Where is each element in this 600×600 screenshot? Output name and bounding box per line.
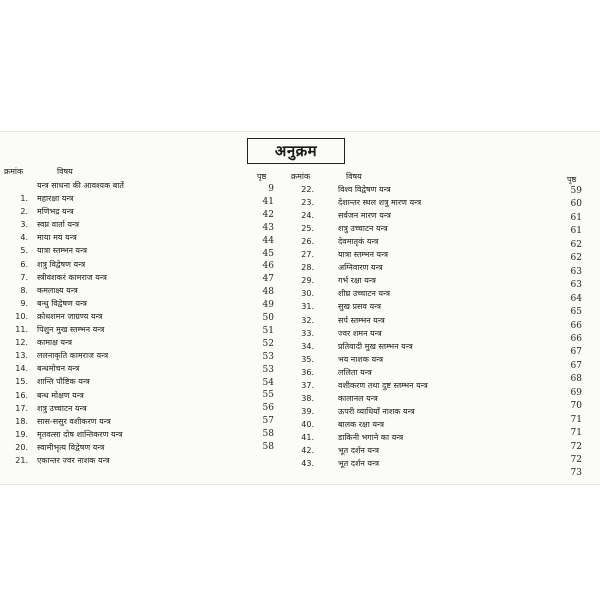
entry-number: 16. xyxy=(15,390,28,400)
page-number: 65 xyxy=(570,307,582,318)
entry-subject: शत्रु उच्चाटन यन्त्र xyxy=(37,403,87,413)
entry-subject: प्रतिवादी मुख स्तम्भन यन्त्र xyxy=(338,341,413,351)
toc-entry xyxy=(290,457,595,479)
toc-entry xyxy=(290,222,595,235)
entry-subject: सुख प्रसव यन्त्र xyxy=(338,302,382,312)
page-number: 49 xyxy=(262,300,274,311)
entry-number: 15. xyxy=(15,377,28,387)
entry-subject: वशीकरण तथा दुष्ट स्तम्भन यन्त्र xyxy=(338,380,428,390)
page-number: 55 xyxy=(262,390,274,401)
entry-number: 22. xyxy=(301,185,314,194)
entry-subject: सर्वजन मारण यन्त्र xyxy=(338,211,391,221)
page-number: 72 xyxy=(570,455,582,465)
toc-entry xyxy=(0,297,250,310)
right-page-header: पृष्ठ xyxy=(567,175,577,184)
page-number: 62 xyxy=(570,253,582,264)
toc-entry xyxy=(290,235,595,248)
entry-subject: शीघ्र उच्चाटन यन्त्र xyxy=(338,289,391,299)
entry-number: 35. xyxy=(301,354,314,364)
toc-entry xyxy=(290,261,595,277)
entry-number: 38. xyxy=(301,393,314,403)
entry-number: 28. xyxy=(301,263,314,273)
entry-subject: कालानल यन्त्र xyxy=(338,393,378,403)
entry-number: 34. xyxy=(301,341,314,351)
entry-number: 21. xyxy=(15,456,28,465)
page-number: 41 xyxy=(262,196,274,207)
page-number: 66 xyxy=(570,320,582,331)
entry-subject: क्रोधशमन जाग्रण्य यन्त्र xyxy=(37,311,103,321)
page-number: 63 xyxy=(570,266,582,277)
entry-subject: यात्रा स्तम्भन यन्त्र xyxy=(37,246,88,256)
page-number: 53 xyxy=(262,364,274,375)
right-num-header: क्रमांक xyxy=(291,172,311,181)
page-number: 56 xyxy=(262,403,274,414)
entry-number: 29. xyxy=(301,276,314,286)
entry-number: 39. xyxy=(301,406,314,416)
page-number: 44 xyxy=(262,235,274,246)
page-number: 72 xyxy=(570,441,582,452)
entry-subject: यात्रा स्तम्भन यन्त्र xyxy=(338,250,389,260)
left-subject-header: विषय xyxy=(57,167,73,176)
entry-number: 19. xyxy=(15,429,28,439)
page-number: 60 xyxy=(570,199,582,210)
entry-subject: मणिभद्र यन्त्र xyxy=(37,207,74,217)
entry-subject: कमलाक्ष्य यन्त्र xyxy=(37,285,78,295)
toc-entry xyxy=(0,258,250,271)
toc-entry xyxy=(0,244,250,257)
entry-subject: ऊपरी व्याधियाँ नाशक यन्त्र xyxy=(338,406,415,416)
toc-entry xyxy=(290,209,595,222)
entry-subject: भय नाशक यन्त्र xyxy=(338,354,384,364)
entry-number: 6. xyxy=(20,259,28,269)
page-number: 63 xyxy=(570,280,582,291)
entry-number: 40. xyxy=(301,419,314,429)
entry-subject: बन्धमोचन यन्त्र xyxy=(37,364,80,374)
page-number: 69 xyxy=(570,387,582,398)
page-number: 59 xyxy=(570,186,582,196)
page-number: 45 xyxy=(262,248,274,259)
entry-number: 36. xyxy=(301,367,314,377)
entry-number: 20. xyxy=(15,442,28,452)
entry-number: 43. xyxy=(301,459,314,469)
entry-subject: भूत दर्शन यन्त्र xyxy=(338,446,380,455)
entry-subject: भूत दर्शन यन्त्र xyxy=(338,459,380,469)
page-number: 53 xyxy=(262,351,274,362)
page-number: 48 xyxy=(262,287,274,298)
entry-number: 17. xyxy=(15,403,28,413)
entry-subject: विश्व विद्वेषण यन्त्र xyxy=(338,185,391,194)
left-page-header: पृष्ठ xyxy=(257,172,267,181)
page-number: 58 xyxy=(262,442,274,452)
entry-subject: बन्ध मोक्षण यन्त्र xyxy=(37,390,84,400)
entry-subject: ज्वर शमन यन्त्र xyxy=(338,328,382,338)
entry-subject: डाकिनी भगाने का यन्त्र xyxy=(338,432,404,442)
left-num-header: क्रमांक xyxy=(4,167,24,176)
entry-subject: ललनाकृति कामराज यन्त्र xyxy=(37,351,109,361)
entry-number: 18. xyxy=(15,416,28,426)
entry-number: 3. xyxy=(20,220,28,230)
entry-subject: एकान्तर ज्वर नाशक यन्त्र xyxy=(37,456,110,465)
toc-entry xyxy=(290,314,595,331)
page-number: 51 xyxy=(262,325,274,336)
toc-entry xyxy=(290,340,595,358)
toc-entry xyxy=(290,353,595,371)
toc-entry xyxy=(290,300,595,318)
right-subject-header: विषय xyxy=(346,172,362,181)
page-number: 67 xyxy=(570,347,582,358)
page-number: 42 xyxy=(262,209,274,220)
entry-number: 24. xyxy=(301,211,314,221)
toc-entry xyxy=(0,310,250,323)
page-number: 73 xyxy=(570,468,582,479)
entry-subject: माया मय यन्त्र xyxy=(37,233,77,243)
toc-entry xyxy=(0,218,250,231)
left-intro: यन्त्र साधना की आवश्यक बातें xyxy=(37,181,124,190)
entry-number: 41. xyxy=(301,432,314,442)
entry-number: 25. xyxy=(301,224,314,234)
toc-entry xyxy=(0,375,250,388)
entry-number: 5. xyxy=(20,246,28,256)
entry-number: 12. xyxy=(15,338,28,348)
entry-number: 42. xyxy=(301,446,314,455)
entry-subject: सर्प स्तम्भन यन्त्र xyxy=(338,315,385,325)
entry-number: 31. xyxy=(301,302,314,312)
page-number: 68 xyxy=(570,374,582,385)
entry-subject: गर्भ रक्षा यन्त्र xyxy=(338,276,376,286)
entry-subject: ललिता यन्त्र xyxy=(338,367,372,377)
entry-number: 10. xyxy=(15,311,28,321)
entry-number: 30. xyxy=(301,289,314,299)
toc-entry xyxy=(0,415,250,428)
entry-subject: स्वामीभृत्य विद्वेषण यन्त्र xyxy=(37,442,105,452)
toc-entry xyxy=(0,362,250,375)
toc-entry xyxy=(0,336,250,349)
toc-entry xyxy=(0,454,250,467)
page-number: 43 xyxy=(262,222,274,233)
entry-subject: पिशुन मुख स्तम्भन यन्त्र xyxy=(37,325,105,334)
entry-subject: शान्ति पौष्टिक यन्त्र xyxy=(37,377,90,387)
toc-entry xyxy=(0,284,250,297)
entry-number: 14. xyxy=(15,364,28,374)
entry-number: 8. xyxy=(20,285,28,295)
entry-subject: देशान्तर स्थल शत्रु मारण यन्त्र xyxy=(338,198,422,208)
page-number: 46 xyxy=(262,261,274,272)
page-number: 47 xyxy=(262,274,274,285)
toc-entry xyxy=(0,205,250,218)
page-number: 9 xyxy=(268,184,274,194)
page-number: 66 xyxy=(570,333,582,344)
entry-subject: बालक रक्षा यन्त्र xyxy=(338,419,385,429)
page-number: 57 xyxy=(262,416,274,427)
page-number: 61 xyxy=(570,226,582,237)
toc-entry xyxy=(0,349,250,362)
entry-number: 9. xyxy=(20,298,28,308)
page-number: 50 xyxy=(262,313,274,323)
toc-entry xyxy=(290,327,595,344)
entry-number: 11. xyxy=(15,325,28,334)
entry-subject: शत्रु उच्चाटन यन्त्र xyxy=(338,224,388,234)
page-number: 52 xyxy=(262,338,274,349)
page-number: 70 xyxy=(570,401,582,412)
page-number: 71 xyxy=(570,414,582,425)
entry-subject: स्वप्न वार्ता यन्त्र xyxy=(37,220,80,230)
entry-subject: शत्रु विद्वेषण यन्त्र xyxy=(37,259,86,269)
page-number: 67 xyxy=(570,360,582,371)
entry-subject: कामाक्ष यन्त्र xyxy=(37,338,73,348)
entry-number: 2. xyxy=(20,207,28,217)
toc-entry xyxy=(0,231,250,244)
entry-number: 27. xyxy=(301,250,314,260)
page-number: 62 xyxy=(570,239,582,250)
entry-number: 7. xyxy=(20,272,28,282)
entry-subject: महारक्षा यन्त्र xyxy=(37,194,74,203)
toc-entry xyxy=(0,323,250,336)
toc-entry xyxy=(290,183,595,196)
page-number: 71 xyxy=(570,428,582,439)
entry-number: 37. xyxy=(301,380,314,390)
toc-entry xyxy=(0,441,250,454)
entry-number: 4. xyxy=(20,233,28,243)
entry-number: 32. xyxy=(301,315,314,325)
page-title: अनुक्रम xyxy=(247,138,345,164)
entry-subject: स्त्रीवशकरं कामराज यन्त्र xyxy=(37,272,107,282)
entry-number: 13. xyxy=(15,351,28,361)
entry-number: 33. xyxy=(301,328,314,338)
entry-subject: मृतवत्सा दोष शान्तिकरण यन्त्र xyxy=(37,429,123,439)
entry-subject: बन्धु विद्वेषण यन्त्र xyxy=(37,298,87,308)
toc-entry xyxy=(0,271,250,284)
toc-entry xyxy=(290,248,595,264)
entry-subject: देवमातृकं यन्त्र xyxy=(338,237,379,247)
entry-number: 1. xyxy=(20,194,28,203)
toc-entry xyxy=(0,428,250,441)
toc-entry xyxy=(290,196,595,209)
toc-entry xyxy=(290,274,595,291)
entry-subject: अग्निवारण यन्त्र xyxy=(338,263,383,273)
page-number: 54 xyxy=(262,377,274,388)
page-number: 64 xyxy=(570,293,582,304)
toc-entry xyxy=(0,402,250,415)
toc-entry xyxy=(290,287,595,304)
toc-entry xyxy=(0,192,250,205)
entry-subject: सास-ससुर वशीकरण यन्त्र xyxy=(37,416,111,426)
page-number: 58 xyxy=(262,429,274,440)
page-number: 61 xyxy=(570,212,582,223)
entry-number: 26. xyxy=(301,237,314,247)
entry-number: 23. xyxy=(301,198,314,208)
toc-entry xyxy=(0,389,250,402)
